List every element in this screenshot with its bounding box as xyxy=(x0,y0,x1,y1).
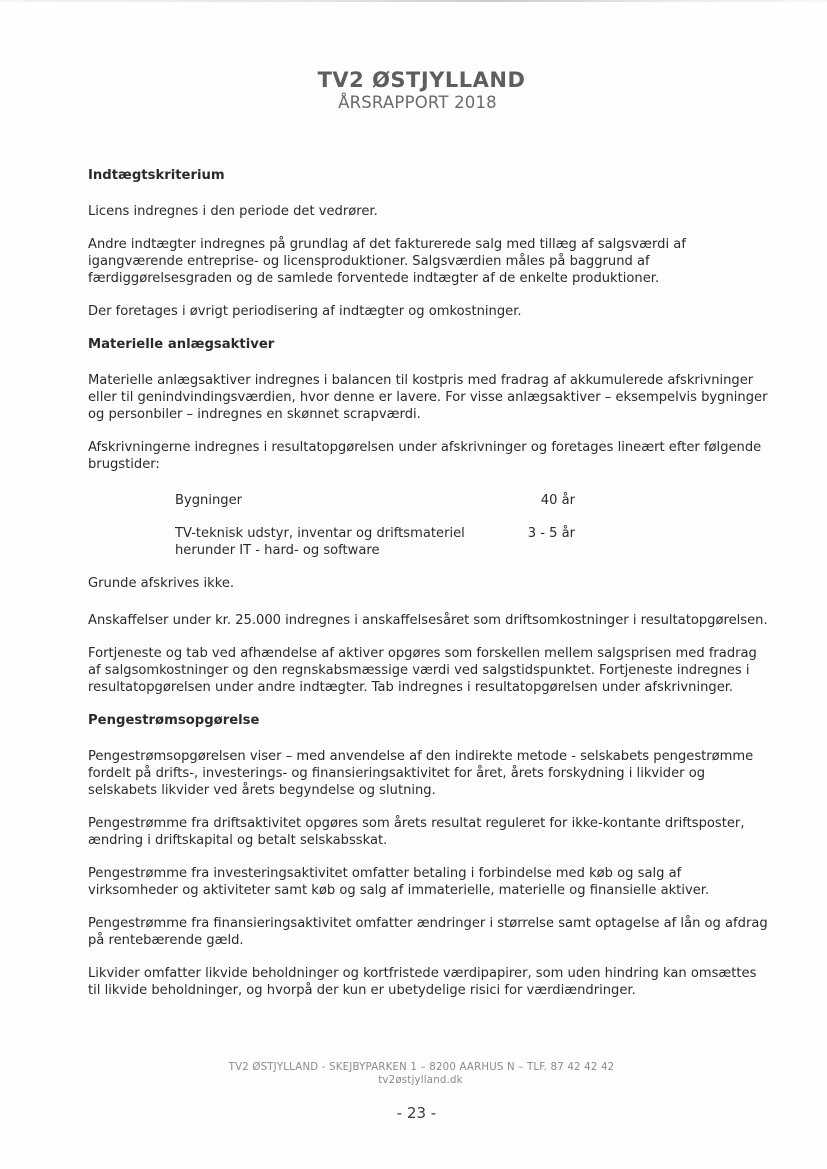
paragraph: Andre indtægter indregnes på grundlag af det fakturerede salg med tillæg af salgsværdi af igangværende entreprise- og licensproduktioner. Salgsværdien måles på baggrund af færdiggørelsesgraden og de samlede forventede indtægter af de enkelte produktioner. xyxy=(88,237,686,286)
paragraph: Materielle anlægsaktiver indregnes i balancen til kostpris med fradrag af akkumulerede afskrivninger eller til genindvindingsværdien, hvor denne er lavere. For visse anlægsaktiver – eksempelvis bygninger og personbiler – indregnes en skønnet scrapværdi. xyxy=(88,373,768,422)
asset-label: Bygninger xyxy=(175,493,243,508)
asset-life: 40 år xyxy=(540,493,575,508)
land-note: Grunde afskrives ikke. xyxy=(88,576,235,591)
paragraph: Fortjeneste og tab ved afhændelse af aktiver opgøres som forskellen mellem salgsprisen med fradrag af salgsomkostninger og den regnskabsmæssige værdi ved salgstidspunktet. Fortjeneste indregnes i resultatopgørelsen under andre indtægter. Tab indregnes i resultatopgørelsen under afskrivninger. xyxy=(88,646,757,695)
paragraph: Der foretages i øvrigt periodisering af indtægter og omkostninger. xyxy=(88,304,522,319)
useful-lives-table xyxy=(175,492,575,559)
table-row xyxy=(175,525,575,559)
page-number: - 23 - xyxy=(396,1104,437,1122)
page-footer xyxy=(0,1061,827,1087)
section-heading-revenue-recognition: Indtægtskriterium xyxy=(88,168,225,183)
paragraph: Pengestrømsopgørelsen viser – med anvendelse af den indirekte metode - selskabets pengestrømme fordelt på drifts-, investerings- og finansieringsaktivitet for året, årets forskydning i likvider og selskabets likvider ved årets begyndelse og slutning. xyxy=(88,749,754,798)
report-title: ÅRSRAPPORT 2018 xyxy=(338,93,497,112)
footer-website: tv2østjylland.dk xyxy=(378,1075,463,1086)
paragraph: Pengestrømme fra finansieringsaktivitet omfatter ændringer i størrelse samt optagelse af lån og afdrag på rentebærende gæld. xyxy=(88,916,768,948)
page-header xyxy=(0,67,827,113)
asset-label: TV-teknisk udstyr, inventar og driftsmateriel herunder IT - hard- og software xyxy=(175,526,465,558)
section-heading-tangible-assets: Materielle anlægsaktiver xyxy=(88,337,275,352)
paragraph: Pengestrømme fra investeringsaktivitet omfatter betaling i forbindelse med køb og salg af virksomheder og aktiviteter samt køb og salg af immaterielle, materielle og finansielle aktiver. xyxy=(88,866,710,898)
brand-title: TV2 ØSTJYLLAND xyxy=(317,68,526,92)
paragraph: Likvider omfatter likvide beholdninger og kortfristede værdipapirer, som uden hindring kan omsættes til likvide beholdninger, og hvorpå der kun er ubetydelige risici for værdiændringer. xyxy=(88,966,757,998)
paragraph: Afskrivningerne indregnes i resultatopgørelsen under afskrivninger og foretages lineært efter følgende brugstider: xyxy=(88,440,762,472)
table-row xyxy=(175,492,575,509)
document-body xyxy=(88,167,768,1015)
paragraph: Licens indregnes i den periode det vedrører. xyxy=(88,204,378,219)
paragraph: Anskaffelser under kr. 25.000 indregnes i anskaffelsesåret som driftsomkostninger i resultatopgørelsen. xyxy=(88,613,768,628)
section-heading-cash-flow: Pengestrømsopgørelse xyxy=(88,713,260,728)
scan-edge xyxy=(0,0,827,2)
paragraph: Pengestrømme fra driftsaktivitet opgøres som årets resultat reguleret for ikke-kontante driftsposter, ændring i driftskapital og betalt selskabsskat. xyxy=(88,816,745,848)
footer-address: TV2 ØSTJYLLAND - SKEJBYPARKEN 1 – 8200 AARHUS N – TLF. 87 42 42 42 xyxy=(228,1062,615,1073)
asset-life: 3 - 5 år xyxy=(527,526,575,541)
